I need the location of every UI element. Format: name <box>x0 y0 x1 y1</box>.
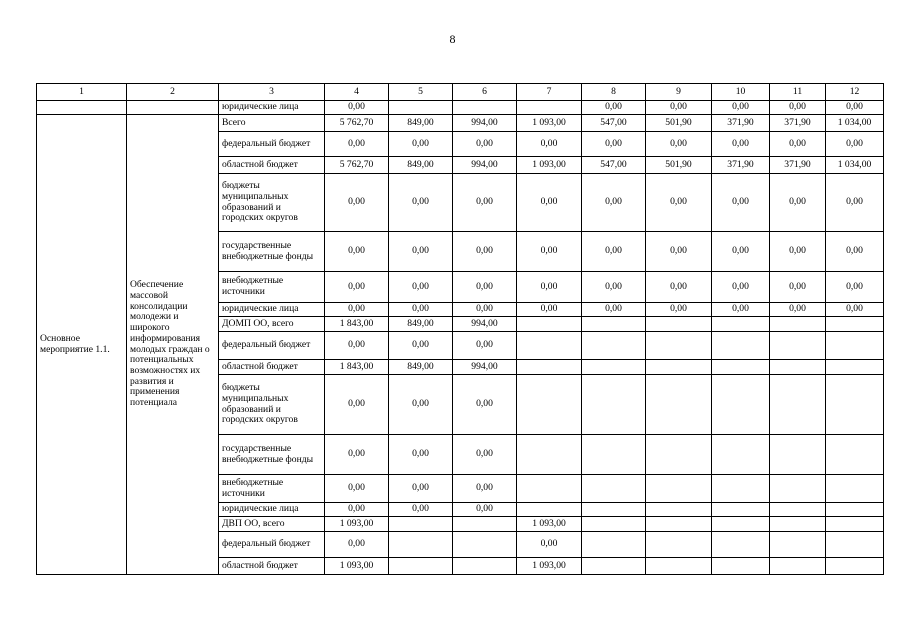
value-cell-col-4: 0,00 <box>325 532 389 558</box>
funding-source-label: ДВП ОО, всего <box>219 517 325 532</box>
funding-source-label: юридические лица <box>219 303 325 317</box>
value-cell-col-6: 994,00 <box>453 317 517 332</box>
value-cell-col-4: 5 762,70 <box>325 115 389 132</box>
value-cell-col-8 <box>582 517 646 532</box>
value-cell-col-5: 0,00 <box>389 503 453 517</box>
funding-source-label: юридические лица <box>219 101 325 115</box>
value-cell-col-8 <box>582 332 646 360</box>
value-cell-col-10: 371,90 <box>712 115 770 132</box>
funding-source-label: бюджеты муниципальных образований и городских округов <box>219 174 325 232</box>
empty-cell <box>127 101 219 115</box>
value-cell-col-4: 0,00 <box>325 132 389 157</box>
value-cell-col-11 <box>770 375 826 435</box>
value-cell-col-12 <box>826 517 884 532</box>
value-cell-col-6: 994,00 <box>453 360 517 375</box>
value-cell-col-4: 1 093,00 <box>325 558 389 575</box>
value-cell-col-11: 0,00 <box>770 101 826 115</box>
value-cell-col-4: 0,00 <box>325 272 389 303</box>
value-cell-col-7: 0,00 <box>517 272 582 303</box>
value-cell-col-4: 0,00 <box>325 174 389 232</box>
value-cell-col-5 <box>389 101 453 115</box>
funding-source-label: Всего <box>219 115 325 132</box>
value-cell-col-5: 0,00 <box>389 375 453 435</box>
col-header-6: 6 <box>453 84 517 101</box>
value-cell-col-7: 0,00 <box>517 174 582 232</box>
value-cell-col-9 <box>646 517 712 532</box>
value-cell-col-11: 371,90 <box>770 157 826 174</box>
value-cell-col-11: 371,90 <box>770 115 826 132</box>
funding-source-label: бюджеты муниципальных образований и городских округов <box>219 375 325 435</box>
value-cell-col-8 <box>582 503 646 517</box>
value-cell-col-10: 0,00 <box>712 101 770 115</box>
col-header-10: 10 <box>712 84 770 101</box>
value-cell-col-4: 0,00 <box>325 332 389 360</box>
value-cell-col-5: 0,00 <box>389 272 453 303</box>
value-cell-col-12: 0,00 <box>826 101 884 115</box>
value-cell-col-4: 1 093,00 <box>325 517 389 532</box>
value-cell-col-6 <box>453 101 517 115</box>
value-cell-col-7 <box>517 503 582 517</box>
value-cell-col-9 <box>646 532 712 558</box>
value-cell-col-5: 0,00 <box>389 332 453 360</box>
value-cell-col-9 <box>646 475 712 503</box>
value-cell-col-8: 0,00 <box>582 132 646 157</box>
funding-source-label: внебюджетные источники <box>219 272 325 303</box>
funding-source-label: федеральный бюджет <box>219 332 325 360</box>
value-cell-col-9 <box>646 503 712 517</box>
value-cell-col-4: 0,00 <box>325 303 389 317</box>
value-cell-col-7: 0,00 <box>517 532 582 558</box>
value-cell-col-5: 0,00 <box>389 475 453 503</box>
value-cell-col-11: 0,00 <box>770 303 826 317</box>
col-header-4: 4 <box>325 84 389 101</box>
value-cell-col-7 <box>517 317 582 332</box>
funding-source-label: областной бюджет <box>219 157 325 174</box>
value-cell-col-5: 849,00 <box>389 115 453 132</box>
table-row <box>37 101 884 115</box>
value-cell-col-9 <box>646 435 712 475</box>
value-cell-col-11 <box>770 532 826 558</box>
value-cell-col-5: 0,00 <box>389 435 453 475</box>
value-cell-col-5 <box>389 558 453 575</box>
value-cell-col-10 <box>712 503 770 517</box>
col-header-11: 11 <box>770 84 826 101</box>
value-cell-col-7 <box>517 375 582 435</box>
value-cell-col-4: 0,00 <box>325 503 389 517</box>
value-cell-col-7: 1 093,00 <box>517 517 582 532</box>
value-cell-col-9 <box>646 332 712 360</box>
value-cell-col-4: 0,00 <box>325 375 389 435</box>
funding-source-label: федеральный бюджет <box>219 532 325 558</box>
value-cell-col-4: 1 843,00 <box>325 317 389 332</box>
value-cell-col-10 <box>712 360 770 375</box>
value-cell-col-8: 0,00 <box>582 232 646 272</box>
col-header-1: 1 <box>37 84 127 101</box>
value-cell-col-6 <box>453 558 517 575</box>
value-cell-col-4: 0,00 <box>325 101 389 115</box>
value-cell-col-6 <box>453 532 517 558</box>
value-cell-col-8: 0,00 <box>582 174 646 232</box>
value-cell-col-5: 0,00 <box>389 132 453 157</box>
empty-cell <box>37 101 127 115</box>
value-cell-col-11 <box>770 503 826 517</box>
value-cell-col-11 <box>770 332 826 360</box>
value-cell-col-9: 0,00 <box>646 174 712 232</box>
budget-table <box>36 83 884 575</box>
value-cell-col-10 <box>712 517 770 532</box>
value-cell-col-10: 0,00 <box>712 132 770 157</box>
value-cell-col-9: 0,00 <box>646 132 712 157</box>
value-cell-col-8 <box>582 375 646 435</box>
value-cell-col-11 <box>770 317 826 332</box>
value-cell-col-8: 547,00 <box>582 157 646 174</box>
value-cell-col-12 <box>826 558 884 575</box>
funding-source-label: областной бюджет <box>219 558 325 575</box>
col-header-2: 2 <box>127 84 219 101</box>
value-cell-col-4: 0,00 <box>325 435 389 475</box>
funding-source-label: ДОМП ОО, всего <box>219 317 325 332</box>
value-cell-col-12 <box>826 317 884 332</box>
value-cell-col-9: 0,00 <box>646 101 712 115</box>
value-cell-col-10: 0,00 <box>712 174 770 232</box>
value-cell-col-7 <box>517 360 582 375</box>
value-cell-col-12: 0,00 <box>826 132 884 157</box>
col-header-8: 8 <box>582 84 646 101</box>
value-cell-col-11 <box>770 558 826 575</box>
value-cell-col-10 <box>712 558 770 575</box>
value-cell-col-9 <box>646 375 712 435</box>
value-cell-col-10: 371,90 <box>712 157 770 174</box>
value-cell-col-11 <box>770 475 826 503</box>
col-header-12: 12 <box>826 84 884 101</box>
value-cell-col-12 <box>826 503 884 517</box>
value-cell-col-6: 0,00 <box>453 503 517 517</box>
col-header-5: 5 <box>389 84 453 101</box>
value-cell-col-7: 0,00 <box>517 232 582 272</box>
value-cell-col-12: 0,00 <box>826 303 884 317</box>
value-cell-col-9: 0,00 <box>646 303 712 317</box>
value-cell-col-8: 0,00 <box>582 101 646 115</box>
value-cell-col-6: 0,00 <box>453 332 517 360</box>
value-cell-col-5: 0,00 <box>389 232 453 272</box>
value-cell-col-12: 1 034,00 <box>826 157 884 174</box>
value-cell-col-12: 0,00 <box>826 272 884 303</box>
value-cell-col-5: 849,00 <box>389 317 453 332</box>
value-cell-col-8 <box>582 435 646 475</box>
value-cell-col-8: 547,00 <box>582 115 646 132</box>
value-cell-col-7 <box>517 101 582 115</box>
value-cell-col-12 <box>826 475 884 503</box>
value-cell-col-7: 0,00 <box>517 132 582 157</box>
value-cell-col-8: 0,00 <box>582 303 646 317</box>
value-cell-col-4: 1 843,00 <box>325 360 389 375</box>
funding-source-label: государственные внебюджетные фонды <box>219 232 325 272</box>
value-cell-col-8 <box>582 532 646 558</box>
value-cell-col-10 <box>712 435 770 475</box>
funding-source-label: федеральный бюджет <box>219 132 325 157</box>
value-cell-col-5 <box>389 532 453 558</box>
value-cell-col-6: 0,00 <box>453 232 517 272</box>
page-number: 8 <box>449 32 456 46</box>
value-cell-col-8: 0,00 <box>582 272 646 303</box>
value-cell-col-10 <box>712 375 770 435</box>
funding-source-label: областной бюджет <box>219 360 325 375</box>
value-cell-col-6: 0,00 <box>453 435 517 475</box>
value-cell-col-11: 0,00 <box>770 272 826 303</box>
funding-source-label: внебюджетные источники <box>219 475 325 503</box>
value-cell-col-6: 994,00 <box>453 157 517 174</box>
value-cell-col-8 <box>582 317 646 332</box>
value-cell-col-8 <box>582 475 646 503</box>
value-cell-col-12 <box>826 360 884 375</box>
value-cell-col-11: 0,00 <box>770 132 826 157</box>
measure-name: Основное мероприятие 1.1. <box>37 115 127 575</box>
value-cell-col-10: 0,00 <box>712 232 770 272</box>
funding-source-label: юридические лица <box>219 503 325 517</box>
table-row <box>37 115 884 132</box>
value-cell-col-12: 0,00 <box>826 174 884 232</box>
col-header-3: 3 <box>219 84 325 101</box>
value-cell-col-4: 5 762,70 <box>325 157 389 174</box>
value-cell-col-9: 501,90 <box>646 115 712 132</box>
value-cell-col-5: 849,00 <box>389 157 453 174</box>
value-cell-col-10: 0,00 <box>712 303 770 317</box>
value-cell-col-11 <box>770 435 826 475</box>
value-cell-col-11: 0,00 <box>770 232 826 272</box>
measure-description: Обеспечение массовой консолидации молодежи и широкого информирования молодых граждан о потенциальных возможностях их развития и применения потенциала <box>127 115 219 575</box>
column-number-row <box>37 84 884 101</box>
col-header-7: 7 <box>517 84 582 101</box>
value-cell-col-9 <box>646 317 712 332</box>
value-cell-col-12 <box>826 332 884 360</box>
value-cell-col-12 <box>826 375 884 435</box>
value-cell-col-6: 0,00 <box>453 475 517 503</box>
value-cell-col-5: 0,00 <box>389 303 453 317</box>
col-header-9: 9 <box>646 84 712 101</box>
value-cell-col-10: 0,00 <box>712 272 770 303</box>
value-cell-col-6: 0,00 <box>453 174 517 232</box>
value-cell-col-9 <box>646 558 712 575</box>
value-cell-col-11 <box>770 517 826 532</box>
value-cell-col-5 <box>389 517 453 532</box>
funding-source-label: государственные внебюджетные фонды <box>219 435 325 475</box>
value-cell-col-7 <box>517 435 582 475</box>
value-cell-col-6: 0,00 <box>453 303 517 317</box>
value-cell-col-6: 994,00 <box>453 115 517 132</box>
value-cell-col-7 <box>517 475 582 503</box>
value-cell-col-11: 0,00 <box>770 174 826 232</box>
value-cell-col-4: 0,00 <box>325 232 389 272</box>
value-cell-col-6: 0,00 <box>453 132 517 157</box>
value-cell-col-7: 0,00 <box>517 303 582 317</box>
value-cell-col-4: 0,00 <box>325 475 389 503</box>
value-cell-col-6 <box>453 517 517 532</box>
value-cell-col-10 <box>712 475 770 503</box>
value-cell-col-7 <box>517 332 582 360</box>
value-cell-col-11 <box>770 360 826 375</box>
value-cell-col-7: 1 093,00 <box>517 115 582 132</box>
value-cell-col-10 <box>712 332 770 360</box>
value-cell-col-10 <box>712 317 770 332</box>
value-cell-col-8 <box>582 360 646 375</box>
value-cell-col-9: 0,00 <box>646 272 712 303</box>
value-cell-col-12: 1 034,00 <box>826 115 884 132</box>
value-cell-col-8 <box>582 558 646 575</box>
value-cell-col-10 <box>712 532 770 558</box>
value-cell-col-7: 1 093,00 <box>517 157 582 174</box>
value-cell-col-12 <box>826 532 884 558</box>
value-cell-col-7: 1 093,00 <box>517 558 582 575</box>
value-cell-col-6: 0,00 <box>453 272 517 303</box>
value-cell-col-5: 849,00 <box>389 360 453 375</box>
value-cell-col-12 <box>826 435 884 475</box>
value-cell-col-9: 0,00 <box>646 232 712 272</box>
value-cell-col-5: 0,00 <box>389 174 453 232</box>
value-cell-col-12: 0,00 <box>826 232 884 272</box>
value-cell-col-9: 501,90 <box>646 157 712 174</box>
value-cell-col-9 <box>646 360 712 375</box>
value-cell-col-6: 0,00 <box>453 375 517 435</box>
